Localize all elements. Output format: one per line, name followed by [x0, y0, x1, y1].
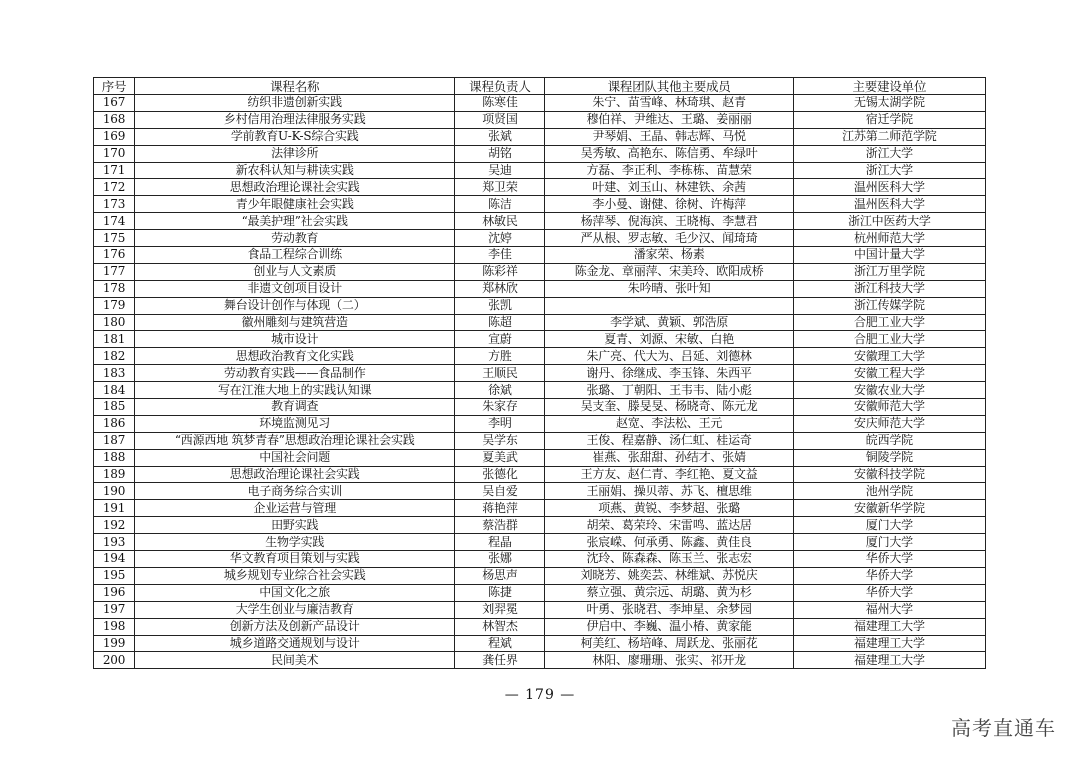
institution-cell: 华侨大学 [793, 567, 985, 584]
institution-cell: 华侨大学 [793, 551, 985, 568]
course-name-cell: 法律诊所 [135, 145, 455, 162]
row-index-cell: 194 [94, 551, 135, 568]
team-members-cell: 柯美红、杨培峰、周跃龙、张丽花 [545, 635, 793, 652]
institution-cell: 温州医科大学 [793, 196, 985, 213]
course-lead-cell: 陈寒佳 [455, 95, 545, 112]
team-members-cell: 伊启中、李巍、温小椿、黄家能 [545, 618, 793, 635]
row-index-cell: 172 [94, 179, 135, 196]
team-members-cell: 李学斌、黄颖、郭浩原 [545, 314, 793, 331]
course-lead-cell: 张凯 [455, 297, 545, 314]
course-lead-cell: 林智杰 [455, 618, 545, 635]
course-lead-cell: 吴自爱 [455, 483, 545, 500]
table-row [94, 517, 986, 534]
row-index-cell: 191 [94, 500, 135, 517]
course-lead-cell: 方胜 [455, 348, 545, 365]
table-row [94, 348, 986, 365]
course-lead-cell: 陈捷 [455, 584, 545, 601]
institution-cell: 福建理工大学 [793, 635, 985, 652]
table-row [94, 618, 986, 635]
team-members-cell: 朱宁、苗雪峰、林琦琪、赵青 [545, 95, 793, 112]
course-lead-cell: 陈超 [455, 314, 545, 331]
header-cell-institution: 主要建设单位 [793, 78, 985, 95]
course-lead-cell: 林敏民 [455, 213, 545, 230]
course-name-cell: 环境监测见习 [135, 415, 455, 432]
institution-cell: 合肥工业大学 [793, 331, 985, 348]
row-index-cell: 182 [94, 348, 135, 365]
table-row [94, 652, 986, 669]
course-name-cell: 城乡规划专业综合社会实践 [135, 567, 455, 584]
course-lead-cell: 沈婷 [455, 230, 545, 247]
team-members-cell: 陈金龙、章丽萍、宋美玲、欧阳成桥 [545, 263, 793, 280]
institution-cell: 中国计量大学 [793, 247, 985, 264]
course-lead-cell: 吴迪 [455, 162, 545, 179]
table-row [94, 331, 986, 348]
team-members-cell: 林阳、廖珊珊、张实、祁开龙 [545, 652, 793, 669]
institution-cell: 杭州师范大学 [793, 230, 985, 247]
course-name-cell: 大学生创业与廉洁教育 [135, 601, 455, 618]
institution-cell: 皖西学院 [793, 432, 985, 449]
row-index-cell: 176 [94, 247, 135, 264]
team-members-cell: 朱吟晴、张叶知 [545, 280, 793, 297]
table-row [94, 500, 986, 517]
course-name-cell: 电子商务综合实训 [135, 483, 455, 500]
row-index-cell: 173 [94, 196, 135, 213]
institution-cell: 无锡太湖学院 [793, 95, 985, 112]
institution-cell: 安徽师范大学 [793, 399, 985, 416]
institution-cell: 安徽工程大学 [793, 365, 985, 382]
row-index-cell: 198 [94, 618, 135, 635]
team-members-cell: 叶建、刘玉山、林建铁、余茜 [545, 179, 793, 196]
institution-cell: 安徽理工大学 [793, 348, 985, 365]
institution-cell: 浙江大学 [793, 145, 985, 162]
row-index-cell: 170 [94, 145, 135, 162]
table-row [94, 247, 986, 264]
table-row [94, 432, 986, 449]
table-row [94, 567, 986, 584]
course-name-cell: 田野实践 [135, 517, 455, 534]
course-name-cell: 华文教育项目策划与实践 [135, 551, 455, 568]
course-lead-cell: 龚任界 [455, 652, 545, 669]
table-row [94, 111, 986, 128]
course-lead-cell: 蔡浩群 [455, 517, 545, 534]
table-header [94, 78, 986, 95]
header-cell-course-name: 课程名称 [135, 78, 455, 95]
row-index-cell: 169 [94, 128, 135, 145]
course-lead-cell: 朱家存 [455, 399, 545, 416]
table-row [94, 534, 986, 551]
row-index-cell: 168 [94, 111, 135, 128]
institution-cell: 安庆师范大学 [793, 415, 985, 432]
course-name-cell: 创业与人文素质 [135, 263, 455, 280]
table-row [94, 382, 986, 399]
institution-cell: 安徽新华学院 [793, 500, 985, 517]
row-index-cell: 196 [94, 584, 135, 601]
team-members-cell [545, 297, 793, 314]
course-lead-cell: 胡铭 [455, 145, 545, 162]
course-name-cell: 城乡道路交通规划与设计 [135, 635, 455, 652]
course-lead-cell: 李佳 [455, 247, 545, 264]
institution-cell: 浙江万里学院 [793, 263, 985, 280]
team-members-cell: 项燕、黄锐、李梦超、张璐 [545, 500, 793, 517]
row-index-cell: 195 [94, 567, 135, 584]
table-row [94, 483, 986, 500]
header-cell-index: 序号 [94, 78, 135, 95]
course-name-cell: 思想政治理论课社会实践 [135, 466, 455, 483]
team-members-cell: 崔燕、张甜甜、孙结才、张婧 [545, 449, 793, 466]
team-members-cell: 潘家荣、杨素 [545, 247, 793, 264]
team-members-cell: 叶勇、张晓君、李坤星、余梦园 [545, 601, 793, 618]
row-index-cell: 171 [94, 162, 135, 179]
team-members-cell: 杨萍琴、倪海滨、王晓梅、李慧君 [545, 213, 793, 230]
row-index-cell: 184 [94, 382, 135, 399]
course-lead-cell: 王顺民 [455, 365, 545, 382]
team-members-cell: 尹琴娟、王晶、韩志辉、马悦 [545, 128, 793, 145]
row-index-cell: 187 [94, 432, 135, 449]
header-row [94, 78, 986, 95]
course-name-cell: 非遗文创项目设计 [135, 280, 455, 297]
course-lead-cell: 蒋艳萍 [455, 500, 545, 517]
table-row [94, 399, 986, 416]
table-row [94, 213, 986, 230]
table-row [94, 449, 986, 466]
row-index-cell: 199 [94, 635, 135, 652]
table-row [94, 314, 986, 331]
course-name-cell: 创新方法及创新产品设计 [135, 618, 455, 635]
table-row [94, 145, 986, 162]
table-row [94, 551, 986, 568]
table-row [94, 466, 986, 483]
team-members-cell: 谢丹、徐继成、李玉锋、朱西平 [545, 365, 793, 382]
institution-cell: 浙江科技大学 [793, 280, 985, 297]
course-name-cell: 劳动教育实践——食品制作 [135, 365, 455, 382]
row-index-cell: 192 [94, 517, 135, 534]
team-members-cell: 夏青、刘源、宋敏、白艳 [545, 331, 793, 348]
course-lead-cell: 吴学东 [455, 432, 545, 449]
team-members-cell: 张宸嵘、何承勇、陈鑫、黄佳良 [545, 534, 793, 551]
course-name-cell: “西源西地 筑梦青春”思想政治理论课社会实践 [135, 432, 455, 449]
course-name-cell: 劳动教育 [135, 230, 455, 247]
table-row [94, 128, 986, 145]
team-members-cell: 李小曼、谢健、徐树、许梅萍 [545, 196, 793, 213]
course-name-cell: 民间美术 [135, 652, 455, 669]
team-members-cell: 王俊、程嘉静、汤仁虹、桂运奇 [545, 432, 793, 449]
team-members-cell: 赵宽、李法松、王元 [545, 415, 793, 432]
team-members-cell: 刘晓芳、姚奕芸、林维斌、苏悦庆 [545, 567, 793, 584]
watermark-text: 高考直通车 [951, 716, 1056, 740]
institution-cell: 浙江传媒学院 [793, 297, 985, 314]
team-members-cell: 穆伯祥、尹维达、王璐、姜丽丽 [545, 111, 793, 128]
institution-cell: 铜陵学院 [793, 449, 985, 466]
table-row [94, 601, 986, 618]
team-members-cell: 吴支奎、滕旻旻、杨晓奇、陈元龙 [545, 399, 793, 416]
course-lead-cell: 张德化 [455, 466, 545, 483]
row-index-cell: 197 [94, 601, 135, 618]
row-index-cell: 167 [94, 95, 135, 112]
table-row [94, 179, 986, 196]
course-name-cell: 中国社会问题 [135, 449, 455, 466]
course-lead-cell: 项贤国 [455, 111, 545, 128]
institution-cell: 合肥工业大学 [793, 314, 985, 331]
header-cell-team-members: 课程团队其他主要成员 [545, 78, 793, 95]
team-members-cell: 王丽娟、操贝蒂、苏飞、檀思维 [545, 483, 793, 500]
course-name-cell: 舞台设计创作与体现（二） [135, 297, 455, 314]
course-lead-cell: 宣蔚 [455, 331, 545, 348]
team-members-cell: 朱广亮、代大为、吕延、刘德林 [545, 348, 793, 365]
course-lead-cell: 张斌 [455, 128, 545, 145]
course-name-cell: 学前教育U-K-S综合实践 [135, 128, 455, 145]
team-members-cell: 胡荣、葛荣玲、宋雷鸣、蓝达居 [545, 517, 793, 534]
institution-cell: 厦门大学 [793, 517, 985, 534]
row-index-cell: 193 [94, 534, 135, 551]
row-index-cell: 175 [94, 230, 135, 247]
institution-cell: 江苏第二师范学院 [793, 128, 985, 145]
team-members-cell: 方磊、李正利、李栋栋、苗慧荣 [545, 162, 793, 179]
row-index-cell: 190 [94, 483, 135, 500]
course-name-cell: 企业运营与管理 [135, 500, 455, 517]
course-name-cell: 徽州雕刻与建筑营造 [135, 314, 455, 331]
institution-cell: 浙江大学 [793, 162, 985, 179]
course-lead-cell: 夏美武 [455, 449, 545, 466]
course-lead-cell: 程晶 [455, 534, 545, 551]
team-members-cell: 吴秀敏、高艳东、陈信勇、牟绿叶 [545, 145, 793, 162]
course-lead-cell: 李明 [455, 415, 545, 432]
page-number: — 179 — [504, 687, 576, 703]
row-index-cell: 200 [94, 652, 135, 669]
course-lead-cell: 郑卫荣 [455, 179, 545, 196]
table-row [94, 263, 986, 280]
row-index-cell: 178 [94, 280, 135, 297]
course-name-cell: 思想政治教育文化实践 [135, 348, 455, 365]
course-name-cell: 纺织非遗创新实践 [135, 95, 455, 112]
row-index-cell: 179 [94, 297, 135, 314]
institution-cell: 安徽科技学院 [793, 466, 985, 483]
row-index-cell: 186 [94, 415, 135, 432]
course-name-cell: 生物学实践 [135, 534, 455, 551]
row-index-cell: 185 [94, 399, 135, 416]
institution-cell: 安徽农业大学 [793, 382, 985, 399]
course-name-cell: 乡村信用治理法律服务实践 [135, 111, 455, 128]
row-index-cell: 181 [94, 331, 135, 348]
course-lead-cell: 杨思声 [455, 567, 545, 584]
table-row [94, 635, 986, 652]
table-row [94, 415, 986, 432]
institution-cell: 温州医科大学 [793, 179, 985, 196]
course-lead-cell: 刘羿冕 [455, 601, 545, 618]
institution-cell: 宿迁学院 [793, 111, 985, 128]
course-lead-cell: 徐斌 [455, 382, 545, 399]
table-row [94, 162, 986, 179]
team-members-cell: 严从根、罗志敏、毛少汉、闻琦琦 [545, 230, 793, 247]
course-lead-cell: 郑林欣 [455, 280, 545, 297]
course-lead-cell: 程斌 [455, 635, 545, 652]
institution-cell: 福建理工大学 [793, 652, 985, 669]
header-cell-lead: 课程负责人 [455, 78, 545, 95]
institution-cell: 福州大学 [793, 601, 985, 618]
row-index-cell: 180 [94, 314, 135, 331]
row-index-cell: 189 [94, 466, 135, 483]
team-members-cell: 王方友、赵仁青、李红艳、夏文益 [545, 466, 793, 483]
table-row [94, 230, 986, 247]
table-row [94, 365, 986, 382]
team-members-cell: 张璐、丁朝阳、王韦韦、陆小彪 [545, 382, 793, 399]
course-list-table [93, 77, 986, 669]
course-name-cell: 写在江淮大地上的实践认知课 [135, 382, 455, 399]
institution-cell: 华侨大学 [793, 584, 985, 601]
course-name-cell: 青少年眼健康社会实践 [135, 196, 455, 213]
course-lead-cell: 陈洁 [455, 196, 545, 213]
row-index-cell: 183 [94, 365, 135, 382]
table-row [94, 297, 986, 314]
institution-cell: 厦门大学 [793, 534, 985, 551]
table-row [94, 280, 986, 297]
course-name-cell: 城市设计 [135, 331, 455, 348]
table-body [94, 95, 986, 669]
course-name-cell: 新农科认知与耕读实践 [135, 162, 455, 179]
table-row [94, 95, 986, 112]
institution-cell: 浙江中医药大学 [793, 213, 985, 230]
row-index-cell: 188 [94, 449, 135, 466]
team-members-cell: 沈玲、陈森森、陈玉兰、张志宏 [545, 551, 793, 568]
row-index-cell: 174 [94, 213, 135, 230]
course-name-cell: 食品工程综合训练 [135, 247, 455, 264]
table-row [94, 196, 986, 213]
course-lead-cell: 陈彩祥 [455, 263, 545, 280]
course-name-cell: 教育调查 [135, 399, 455, 416]
row-index-cell: 177 [94, 263, 135, 280]
course-name-cell: 思想政治理论课社会实践 [135, 179, 455, 196]
course-name-cell: “最美护理”社会实践 [135, 213, 455, 230]
course-name-cell: 中国文化之旅 [135, 584, 455, 601]
institution-cell: 福建理工大学 [793, 618, 985, 635]
table-row [94, 584, 986, 601]
team-members-cell: 蔡立强、黄宗远、胡璐、黄为杉 [545, 584, 793, 601]
institution-cell: 池州学院 [793, 483, 985, 500]
course-lead-cell: 张娜 [455, 551, 545, 568]
